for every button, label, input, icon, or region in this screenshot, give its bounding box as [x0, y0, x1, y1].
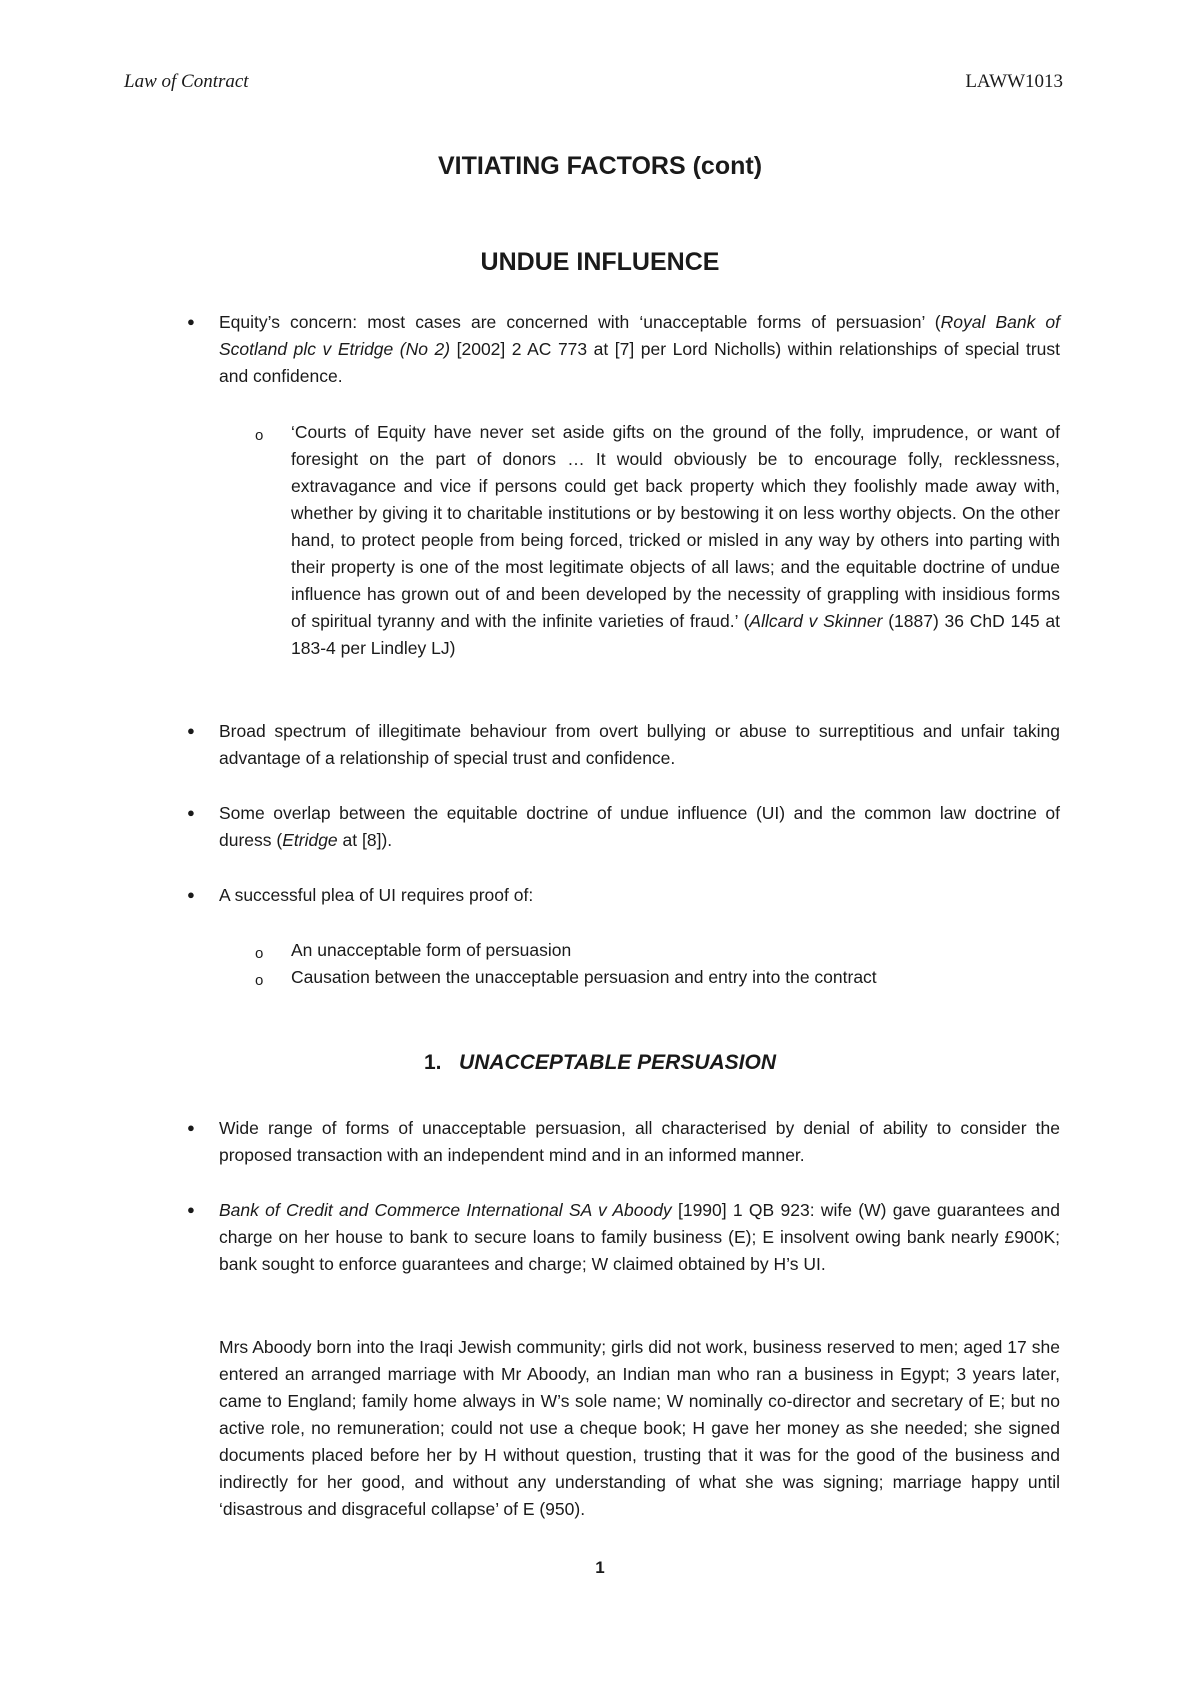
text-span: at [8]).	[337, 830, 393, 850]
bullet-icon: ●	[187, 314, 195, 329]
case-citation: Bank of Credit and Commerce International SA v Aboody	[219, 1200, 672, 1220]
page-title: VITIATING FACTORS (cont)	[437, 152, 763, 180]
page-subtitle: UNDUE INFLUENCE	[480, 248, 720, 276]
case-citation: Royal Bank of Scotland plc v Etridge (No 2)	[219, 312, 1061, 359]
bullet-icon: ●	[187, 1120, 195, 1135]
bullet-broad-spectrum: Broad spectrum of illegitimate behaviour from overt bullying or abuse to surreptitious and unfair taking advantage of a relationship of special trust and confidence.	[219, 721, 1060, 768]
aboody-facts-paragraph: Mrs Aboody born into the Iraqi Jewish community; girls did not work, business reserved to men; aged 17 she entered an arranged marriage with Mr Aboody, an Indian man who ran a business in Egypt; 3 years later, came to England; family home always in W’s sole name; W nominally co-director and secretary of E; but no active role, no remuneration; could not use a cheque book; H gave her money as she needed; she signed documents placed before her by H without question, trusting that it was for the good of the business and indirectly for her good, and without any understanding of what she was signing; marriage happy until ‘disastrous and disgraceful collapse’ of E (950).	[219, 1337, 1060, 1519]
case-citation: Allcard v Skinner	[749, 611, 883, 631]
text-span: Equity’s concern: most cases are concerned with ‘unacceptable forms of persuasion’ (	[219, 312, 941, 332]
case-citation: Etridge	[282, 830, 338, 850]
text-span: ‘Courts of Equity have never set aside gifts on the ground of the folly, imprudence, or want of foresight on the part of donors … It would obviously be to encourage folly, recklessness, extravagance and vice if persons could get back property which they foolishly made away with, whether by giving it to charitable institutions or by bestowing it on less worthy objects. On the other hand, to protect people from being forced, tricked or misled in any way by others into parting with their property is one of the most legitimate objects of all laws; and the equitable doctrine of undue influence has grown out of and been developed by the necessity of grappling with insidious forms of spiritual tyranny and with the infinite varieties of fraud.’ (	[291, 422, 1060, 631]
text-span: [1990] 1 QB 923: wife (W) gave guarantees and charge on her house to bank to secure loans to family business (E); E insolvent owing bank nearly £900K; bank sought to enforce guarantees and charge; W claimed obtained by H’s UI.	[219, 1200, 1060, 1274]
text-span: (1887) 36 ChD 145 at 183-4 per Lindley LJ)	[291, 611, 1060, 658]
bullet-successful-plea: A successful plea of UI requires proof of:	[219, 885, 534, 905]
bullet-aboody-case	[219, 1197, 1060, 1278]
bullet-icon: ●	[187, 805, 195, 820]
section-heading	[0, 1051, 1200, 1075]
section-number: 1.	[424, 1051, 442, 1074]
text-span: [2002] 2 AC 773 at [7] per Lord Nicholls) within relationships of special trust and confidence.	[219, 339, 1061, 386]
running-header-code: LAWW1013	[965, 71, 1063, 92]
sub-bullet-icon: o	[255, 972, 264, 989]
bullet-icon: ●	[187, 1202, 195, 1217]
page-number: 1	[595, 1558, 605, 1577]
sub-item-causation: Causation between the unacceptable persuasion and entry into the contract	[291, 967, 877, 987]
bullet-icon: ●	[187, 887, 195, 902]
bullet-overlap-duress	[219, 800, 1060, 854]
section-title: UNACCEPTABLE PERSUASION	[459, 1051, 776, 1074]
bullet-wide-range: Wide range of forms of unacceptable persuasion, all characterised by denial of ability to consider the proposed transaction with an independent mind and in an informed manner.	[219, 1118, 1060, 1165]
running-header-course: Law of Contract	[124, 71, 249, 92]
sub-item-persuasion: An unacceptable form of persuasion	[291, 940, 572, 960]
sub-bullet-icon: o	[255, 945, 264, 962]
quote-allcard	[291, 419, 1060, 662]
sub-bullet-icon: o	[255, 427, 264, 444]
bullet-equity-concern	[219, 309, 1060, 390]
bullet-icon: ●	[187, 723, 195, 738]
text-span: Some overlap between the equitable doctrine of undue influence (UI) and the common law doctrine of duress (	[219, 803, 1060, 850]
